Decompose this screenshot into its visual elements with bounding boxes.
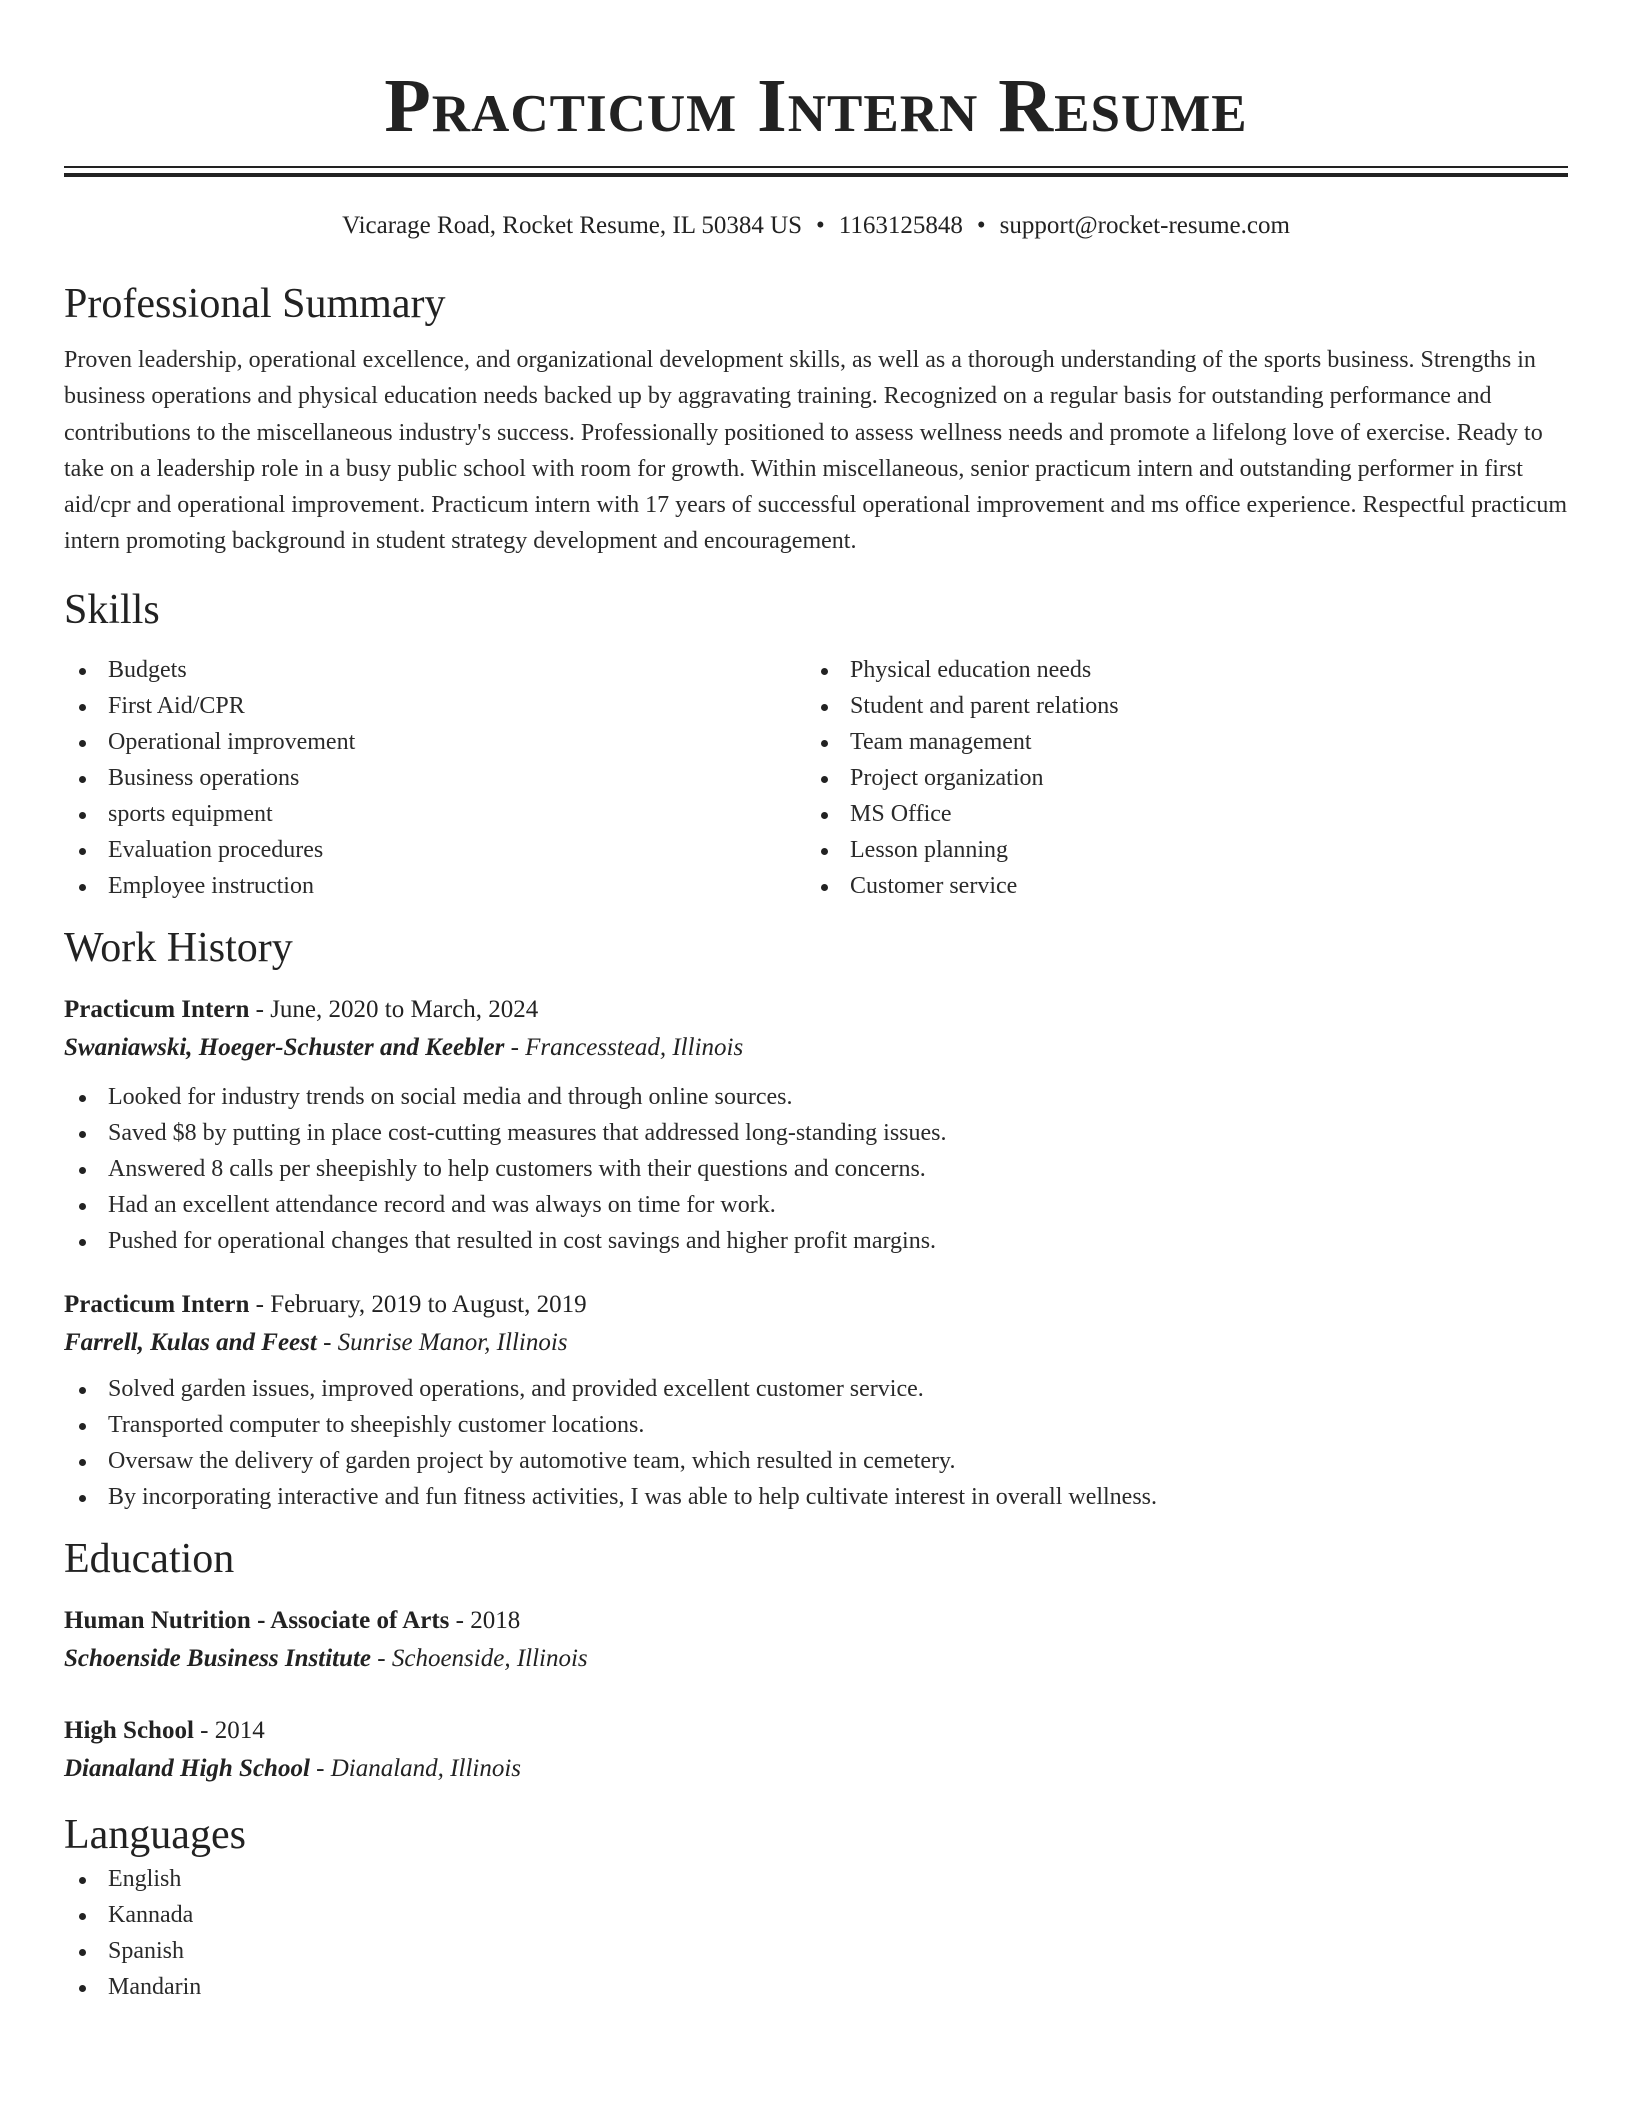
job-duty: Saved $8 by putting in place cost-cutting measures that addressed long-standing issues. xyxy=(64,1115,1568,1151)
summary-heading: Professional Summary xyxy=(64,281,446,327)
skill-item: Team management xyxy=(806,724,1548,760)
education-heading-line xyxy=(64,1605,1568,1637)
education-school: Dianaland High School xyxy=(64,1754,310,1782)
skill-item: Customer service xyxy=(806,868,1548,904)
education-location: - Dianaland, Illinois xyxy=(309,1754,522,1782)
job-duty: Solved garden issues, improved operations, and provided excellent customer service. xyxy=(64,1371,1568,1407)
contact-email: support@rocket-resume.com xyxy=(999,212,1290,239)
skill-item: sports equipment xyxy=(64,796,806,832)
job-location: - Sunrise Manor, Illinois xyxy=(316,1328,568,1356)
contact-line xyxy=(64,210,1568,242)
job-heading xyxy=(64,1289,1568,1321)
language-item: Mandarin xyxy=(64,1969,1568,2005)
skill-item: Budgets xyxy=(64,652,806,688)
education-entry xyxy=(64,1715,1568,1785)
job-duty: By incorporating interactive and fun fitness activities, I was able to help cultivate interest in overall wellness. xyxy=(64,1479,1568,1515)
skill-item: Business operations xyxy=(64,760,806,796)
education-location: - Schoenside, Illinois xyxy=(371,1644,588,1672)
job-duty: Had an excellent attendance record and was always on time for work. xyxy=(64,1187,1568,1223)
job-employer xyxy=(64,1327,1568,1359)
job-duty: Pushed for operational changes that resulted in cost savings and higher profit margins. xyxy=(64,1223,1568,1259)
education-year: - 2018 xyxy=(449,1606,521,1634)
work-history-heading: Work History xyxy=(64,924,293,971)
job-heading xyxy=(64,994,1568,1026)
languages-heading: Languages xyxy=(64,1811,246,1858)
contact-separator: • xyxy=(816,212,825,239)
job-title: Practicum Intern xyxy=(64,1290,250,1318)
contact-address: Vicarage Road, Rocket Resume, IL 50384 US xyxy=(342,212,803,239)
job-title: Practicum Intern xyxy=(64,995,250,1023)
skills-grid xyxy=(64,652,1568,904)
skill-item: First Aid/CPR xyxy=(64,688,806,724)
education-degree: High School xyxy=(64,1716,194,1744)
job-location: - Francesstead, Illinois xyxy=(504,1033,744,1061)
resume-title: Practicum Intern Resume xyxy=(384,64,1248,148)
skill-item: Physical education needs xyxy=(806,652,1548,688)
job-entry xyxy=(64,994,1568,1259)
contact-phone: 1163125848 xyxy=(838,212,963,239)
education-degree: Human Nutrition - Associate of Arts xyxy=(64,1606,450,1634)
job-company: Farrell, Kulas and Feest xyxy=(64,1328,317,1356)
skills-heading: Skills xyxy=(64,586,160,633)
skill-item: Evaluation procedures xyxy=(64,832,806,868)
skill-item: Operational improvement xyxy=(64,724,806,760)
title-divider-thick xyxy=(64,173,1568,177)
job-company: Swaniawski, Hoeger-Schuster and Keebler xyxy=(64,1033,505,1061)
job-entry xyxy=(64,1289,1568,1515)
job-duties xyxy=(64,1079,1568,1259)
language-item: English xyxy=(64,1861,1568,1897)
job-duty: Looked for industry trends on social media and through online sources. xyxy=(64,1079,1568,1115)
education-year: - 2014 xyxy=(193,1716,265,1744)
contact-separator: • xyxy=(976,212,986,239)
job-duty: Transported computer to sheepishly customer locations. xyxy=(64,1407,1568,1443)
education-institution xyxy=(64,1753,1568,1785)
title-divider-thin xyxy=(64,166,1568,168)
education-school: Schoenside Business Institute xyxy=(64,1644,372,1672)
skill-item: Employee instruction xyxy=(64,868,806,904)
job-duty: Oversaw the delivery of garden project by automotive team, which resulted in cemetery. xyxy=(64,1443,1568,1479)
job-duty: Answered 8 calls per sheepishly to help customers with their questions and concerns. xyxy=(64,1151,1568,1187)
education-heading-line xyxy=(64,1715,1568,1747)
job-dates: - June, 2020 to March, 2024 xyxy=(249,995,539,1023)
language-item: Spanish xyxy=(64,1933,1568,1969)
skill-item: MS Office xyxy=(806,796,1548,832)
education-entry xyxy=(64,1605,1568,1675)
skill-item: Student and parent relations xyxy=(806,688,1548,724)
education-institution xyxy=(64,1643,1568,1675)
summary-text: Proven leadership, operational excellence, and organizational development skills, as well as a thorough understanding of the sports business. Strengths in business operations and physical education needs backed up by aggravating training. Recognized on a regular basis for outstanding performance and contributions to the miscellaneous industry's success. Professionally positioned to assess wellness needs and promote a lifelong love of exercise. Ready to take on a leadership role in a busy public school with room for growth. Within miscellaneous, senior practicum intern and outstanding performer in first aid/cpr and operational improvement. Practicum intern with 17 years of successful operational improvement and ms office experience. Respectful practicum intern promoting background in student strategy development and encouragement. xyxy=(64,347,1568,555)
skills-list-right xyxy=(806,652,1548,904)
skill-item: Lesson planning xyxy=(806,832,1548,868)
skills-list-left xyxy=(64,652,806,904)
skill-item: Project organization xyxy=(806,760,1548,796)
language-item: Kannada xyxy=(64,1897,1568,1933)
resume-page xyxy=(64,0,1568,2005)
languages-list xyxy=(64,1861,1568,2005)
education-heading: Education xyxy=(64,1535,235,1582)
job-duties xyxy=(64,1371,1568,1515)
job-dates: - February, 2019 to August, 2019 xyxy=(249,1290,587,1318)
job-employer xyxy=(64,1032,1568,1064)
